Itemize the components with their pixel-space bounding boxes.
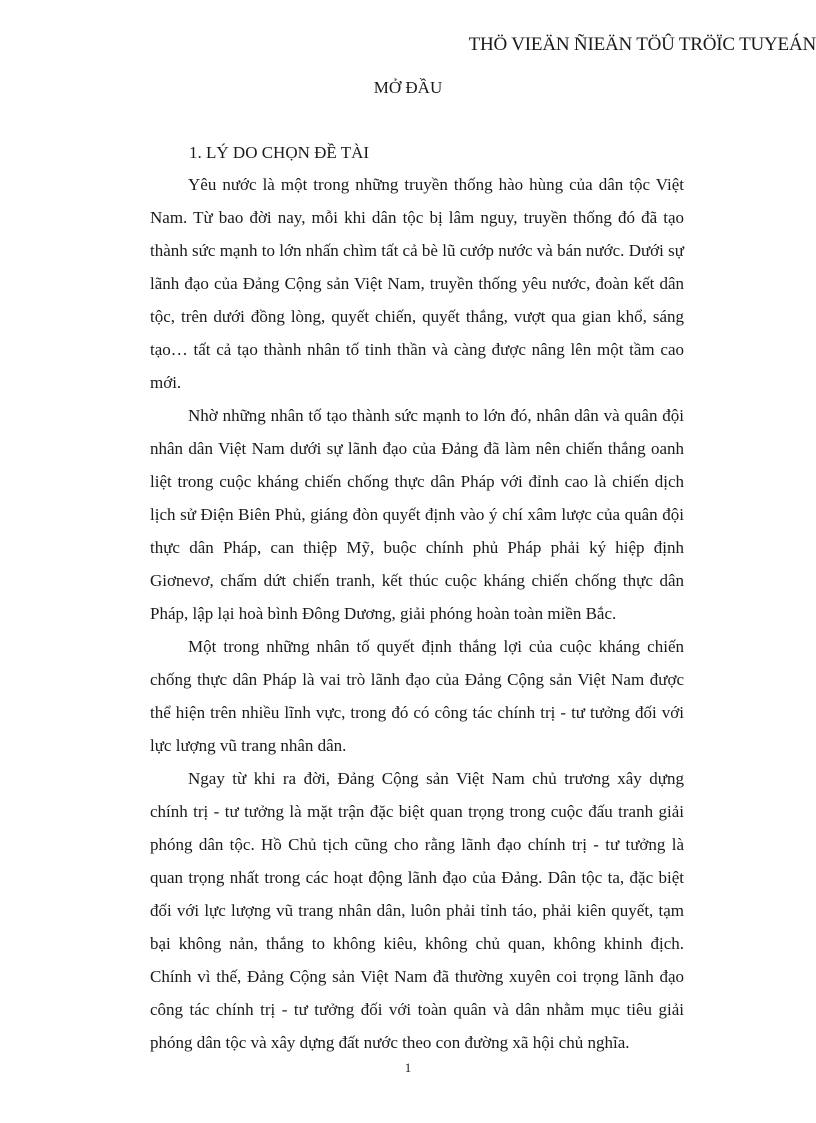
document-body (150, 168, 684, 1059)
section-heading: 1. LÝ DO CHỌN ĐỀ TÀI (189, 143, 370, 162)
library-header: THÖ VIEÄN ÑIEÄN TÖÛ TRÖÏC TUYEÁN (468, 34, 816, 55)
document-title: MỞ ĐẦU (373, 78, 443, 97)
paragraph-4: Ngay từ khi ra đời, Đảng Cộng sản Việt Nam chủ trương xây dựng chính trị - tư tưởng là mặt trận đặc biệt quan trọng trong cuộc đấu tranh giải phóng dân tộc. Hồ Chủ tịch cũng cho rằng lãnh đạo chính trị - tư tưởng là quan trọng nhất trong các hoạt động lãnh đạo của Đảng. Dân tộc ta, đặc biệt đối với lực lượng vũ trang nhân dân, luôn phải tỉnh táo, phải kiên quyết, tạm bại không nản, thắng to không kiêu, không chủ quan, không khinh địch. Chính vì thế, Đảng Cộng sản Việt Nam đã thường xuyên coi trọng lãnh đạo công tác chính trị - tư tưởng đối với toàn quân và dân nhằm mục tiêu giải phóng dân tộc và xây dựng đất nước theo con đường xã hội chủ nghĩa. (150, 769, 684, 1052)
page-number: 1 (404, 1060, 412, 1075)
paragraph-2: Nhờ những nhân tố tạo thành sức mạnh to lớn đó, nhân dân và quân đội nhân dân Việt Nam dưới sự lãnh đạo của Đảng đã làm nên chiến thắng oanh liệt trong cuộc kháng chiến chống thực dân Pháp với đỉnh cao là chiến dịch lịch sử Điện Biên Phủ, giáng đòn quyết định vào ý chí xâm lược của quân đội thực dân Pháp, can thiệp Mỹ, buộc chính phủ Pháp phải ký hiệp định Giơnevơ, chấm dứt chiến tranh, kết thúc cuộc kháng chiến chống thực dân Pháp, lập lại hoà bình Đông Dương, giải phóng hoàn toàn miền Bắc. (150, 406, 684, 623)
paragraph-1: Yêu nước là một trong những truyền thống hào hùng của dân tộc Việt Nam. Từ bao đời nay, mỗi khi dân tộc bị lâm nguy, truyền thống đó đã tạo thành sức mạnh to lớn nhấn chìm tất cả bè lũ cướp nước và bán nước. Dưới sự lãnh đạo của Đảng Cộng sản Việt Nam, truyền thống yêu nước, đoàn kết dân tộc, trên dưới đồng lòng, quyết chiến, quyết thắng, vượt qua gian khổ, sáng tạo… tất cả tạo thành nhân tố tinh thần và càng được nâng lên một tầm cao mới. (150, 175, 684, 392)
paragraph-3: Một trong những nhân tố quyết định thắng lợi của cuộc kháng chiến chống thực dân Pháp là vai trò lãnh đạo của Đảng Cộng sản Việt Nam được thể hiện trên nhiều lĩnh vực, trong đó có công tác chính trị - tư tưởng đối với lực lượng vũ trang nhân dân. (150, 637, 684, 755)
